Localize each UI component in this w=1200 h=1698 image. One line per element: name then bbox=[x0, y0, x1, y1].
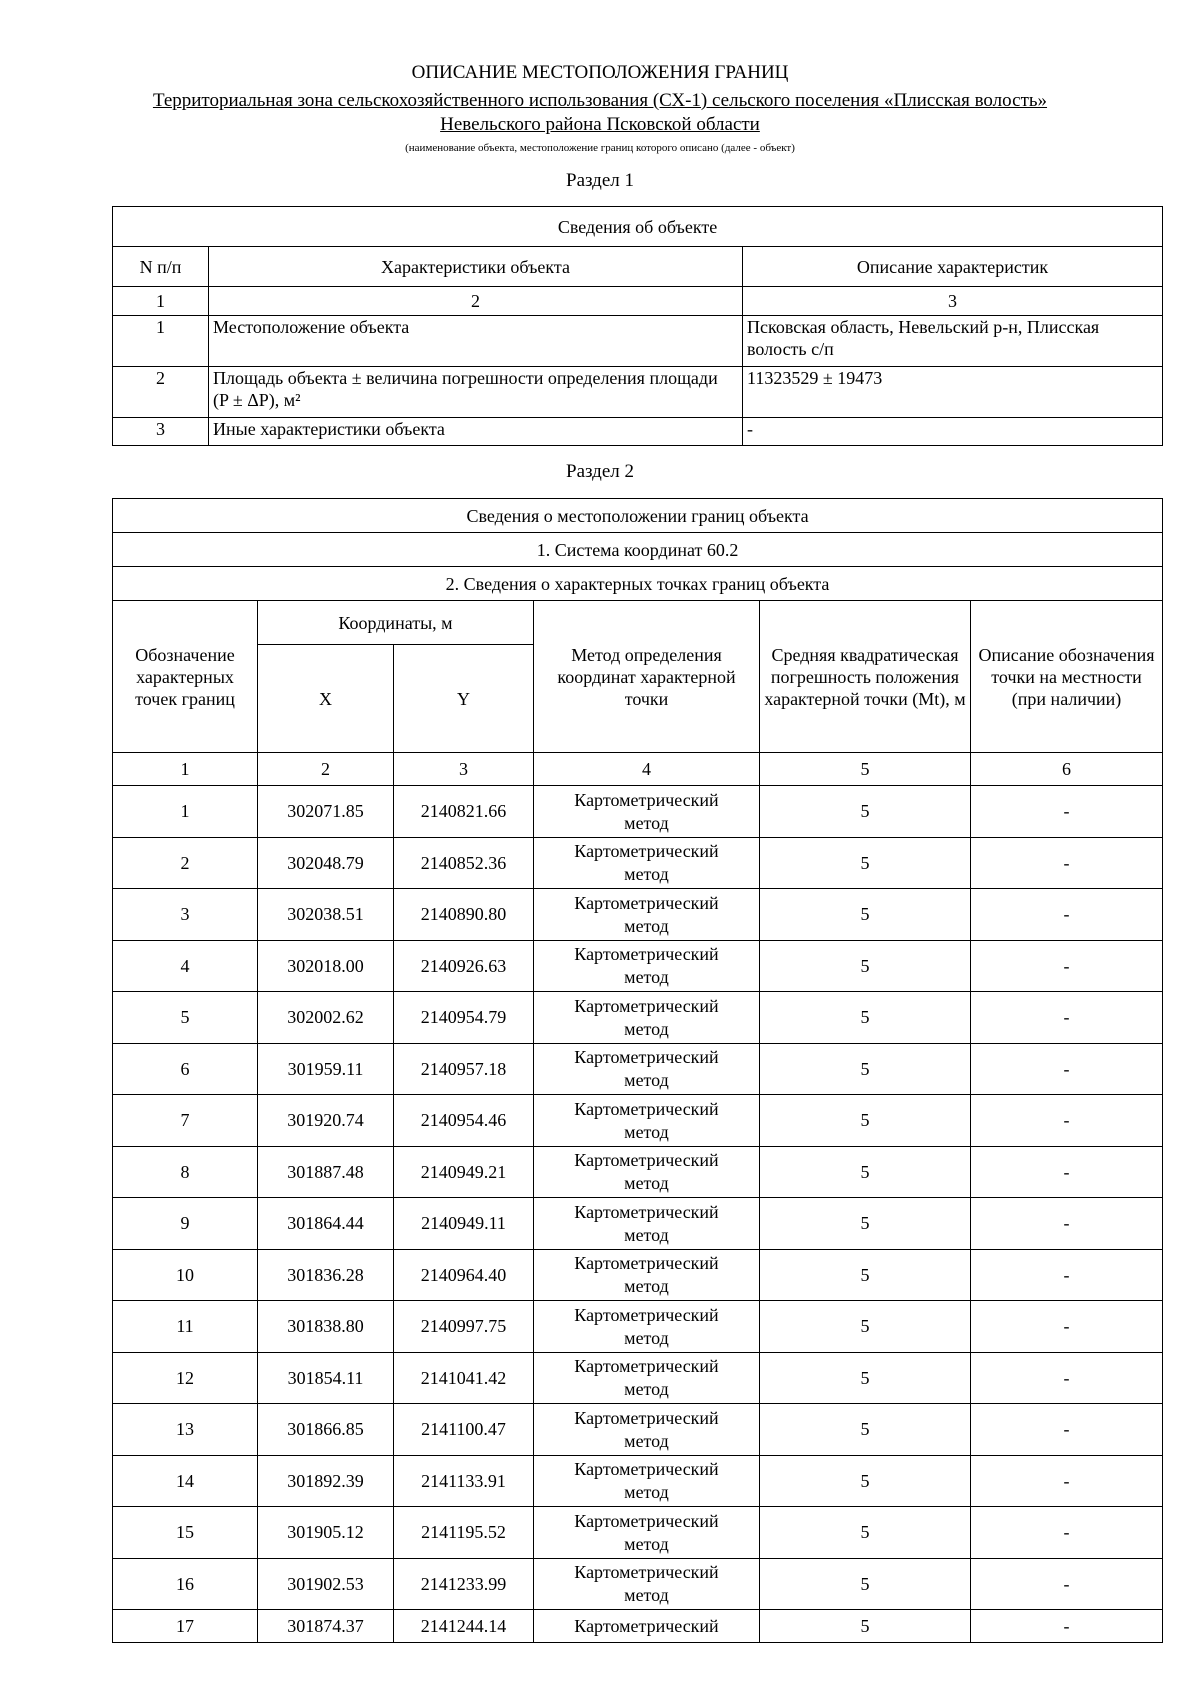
header-characteristics: Характеристики объекта bbox=[209, 247, 743, 287]
coord-y: 2140954.46 bbox=[394, 1095, 534, 1147]
point-number: 5 bbox=[113, 992, 258, 1044]
coord-x: 301905.12 bbox=[258, 1507, 394, 1559]
table-row bbox=[113, 316, 1163, 367]
point-description: - bbox=[971, 1198, 1163, 1250]
point-method-line-2: метод bbox=[624, 1224, 669, 1245]
point-method-line-1: Картометрический bbox=[574, 841, 719, 862]
document-title: ОПИСАНИЕ МЕСТОПОЛОЖЕНИЯ ГРАНИЦ bbox=[411, 62, 789, 83]
coord-y: 2141041.42 bbox=[394, 1352, 534, 1404]
coord-y: 2141100.47 bbox=[394, 1404, 534, 1456]
point-number: 12 bbox=[113, 1352, 258, 1404]
coord-y: 2140949.21 bbox=[394, 1146, 534, 1198]
column-number: 6 bbox=[971, 753, 1163, 786]
coord-y: 2140997.75 bbox=[394, 1301, 534, 1353]
coord-x: 302038.51 bbox=[258, 889, 394, 941]
section-1-title: Раздел 1 bbox=[566, 170, 634, 191]
point-method-line-1: Картометрический bbox=[574, 1562, 719, 1583]
coord-x: 301836.28 bbox=[258, 1249, 394, 1301]
coord-x: 301959.11 bbox=[258, 1043, 394, 1095]
point-method bbox=[534, 1301, 760, 1353]
boundary-points-table bbox=[112, 498, 1163, 1643]
header-number: N п/п bbox=[113, 247, 209, 287]
point-method-line-1: Картометрический bbox=[574, 944, 719, 965]
characteristic-name: Площадь объекта ± величина погрешности определения площади (P ± ΔP), м² bbox=[209, 367, 743, 418]
point-method-line-2: метод bbox=[624, 967, 669, 988]
header-x: X bbox=[258, 645, 394, 753]
point-method-line-2: метод bbox=[624, 1018, 669, 1039]
column-number: 3 bbox=[394, 753, 534, 786]
table-title: Сведения об объекте bbox=[113, 207, 1163, 247]
coord-y: 2141233.99 bbox=[394, 1558, 534, 1610]
point-method bbox=[534, 837, 760, 889]
point-number: 10 bbox=[113, 1249, 258, 1301]
points-body bbox=[113, 786, 1163, 1643]
object-info-table bbox=[112, 206, 1163, 446]
point-description: - bbox=[971, 1095, 1163, 1147]
row-number: 3 bbox=[113, 418, 209, 446]
point-method bbox=[534, 1249, 760, 1301]
point-method-line-1: Картометрический bbox=[574, 1407, 719, 1428]
point-method-line-2: метод bbox=[624, 915, 669, 936]
points-title: 2. Сведения о характерных точках границ объекта bbox=[113, 567, 1163, 601]
point-description: - bbox=[971, 1301, 1163, 1353]
point-error: 5 bbox=[760, 1404, 971, 1456]
point-method-line-1: Картометрический bbox=[574, 1304, 719, 1325]
point-number: 1 bbox=[113, 786, 258, 838]
point-method bbox=[534, 1455, 760, 1507]
point-description: - bbox=[971, 889, 1163, 941]
point-method bbox=[534, 940, 760, 992]
point-description: - bbox=[971, 1249, 1163, 1301]
table-row bbox=[113, 1507, 1163, 1559]
object-name-line-1 bbox=[0, 90, 1200, 112]
point-error: 5 bbox=[760, 1095, 971, 1147]
point-description: - bbox=[971, 1455, 1163, 1507]
point-method-line-2: метод bbox=[624, 1585, 669, 1606]
point-error: 5 bbox=[760, 1610, 971, 1643]
coord-y: 2140964.40 bbox=[394, 1249, 534, 1301]
point-number: 13 bbox=[113, 1404, 258, 1456]
point-method-line-2: метод bbox=[624, 1533, 669, 1554]
table-row bbox=[113, 940, 1163, 992]
point-number: 14 bbox=[113, 1455, 258, 1507]
point-error: 5 bbox=[760, 1146, 971, 1198]
point-error: 5 bbox=[760, 1198, 971, 1250]
point-method-line-1: Картометрический bbox=[574, 1253, 719, 1274]
header-method: Метод определения координат характерной точки bbox=[534, 601, 760, 753]
characteristic-value: 11323529 ± 19473 bbox=[743, 367, 1163, 418]
coord-x: 301920.74 bbox=[258, 1095, 394, 1147]
characteristic-value: - bbox=[743, 418, 1163, 446]
column-number: 4 bbox=[534, 753, 760, 786]
coord-x: 302071.85 bbox=[258, 786, 394, 838]
point-error: 5 bbox=[760, 1507, 971, 1559]
point-method-line-1: Картометрический bbox=[574, 1150, 719, 1171]
point-method-line-1: Картометрический bbox=[574, 995, 719, 1016]
point-number: 11 bbox=[113, 1301, 258, 1353]
table-row bbox=[113, 889, 1163, 941]
point-number: 3 bbox=[113, 889, 258, 941]
object-name-line-1-text: Территориальная зона сельскохозяйственного использования (СХ-1) сельского поселения «Плисская волость» bbox=[152, 90, 1048, 111]
column-number: 5 bbox=[760, 753, 971, 786]
coord-y: 2141133.91 bbox=[394, 1455, 534, 1507]
point-description: - bbox=[971, 1558, 1163, 1610]
point-method bbox=[534, 1558, 760, 1610]
coord-x: 302048.79 bbox=[258, 837, 394, 889]
point-description: - bbox=[971, 1507, 1163, 1559]
point-error: 5 bbox=[760, 1249, 971, 1301]
coord-y: 2140852.36 bbox=[394, 837, 534, 889]
characteristic-name: Местоположение объекта bbox=[209, 316, 743, 367]
table-row bbox=[113, 1610, 1163, 1643]
coord-y: 2140890.80 bbox=[394, 889, 534, 941]
row-number: 1 bbox=[113, 316, 209, 367]
point-number: 6 bbox=[113, 1043, 258, 1095]
coord-x: 301838.80 bbox=[258, 1301, 394, 1353]
column-number: 3 bbox=[743, 287, 1163, 316]
point-method bbox=[534, 1095, 760, 1147]
point-number: 8 bbox=[113, 1146, 258, 1198]
table-row bbox=[113, 1146, 1163, 1198]
point-method bbox=[534, 992, 760, 1044]
point-method bbox=[534, 889, 760, 941]
point-method-line-1: Картометрический bbox=[574, 1616, 719, 1636]
point-method-line-1: Картометрический bbox=[574, 1098, 719, 1119]
point-number: 17 bbox=[113, 1610, 258, 1643]
column-number: 2 bbox=[258, 753, 394, 786]
point-method-line-1: Картометрический bbox=[574, 1356, 719, 1377]
point-method bbox=[534, 1043, 760, 1095]
coord-y: 2140954.79 bbox=[394, 992, 534, 1044]
point-number: 15 bbox=[113, 1507, 258, 1559]
table-row bbox=[113, 1404, 1163, 1456]
point-method bbox=[534, 786, 760, 838]
point-description: - bbox=[971, 1404, 1163, 1456]
point-method-line-1: Картометрический bbox=[574, 1459, 719, 1480]
coord-y: 2140821.66 bbox=[394, 786, 534, 838]
coord-y: 2141195.52 bbox=[394, 1507, 534, 1559]
coord-x: 302002.62 bbox=[258, 992, 394, 1044]
header-coordinates: Координаты, м bbox=[258, 601, 534, 645]
column-number: 1 bbox=[113, 753, 258, 786]
point-method bbox=[534, 1352, 760, 1404]
point-description: - bbox=[971, 1043, 1163, 1095]
point-error: 5 bbox=[760, 992, 971, 1044]
coord-x: 301892.39 bbox=[258, 1455, 394, 1507]
point-method bbox=[534, 1507, 760, 1559]
point-method bbox=[534, 1198, 760, 1250]
table-row bbox=[113, 1198, 1163, 1250]
point-method-line-2: метод bbox=[624, 1173, 669, 1194]
point-method-line-2: метод bbox=[624, 1430, 669, 1451]
table-row bbox=[113, 1249, 1163, 1301]
point-method-line-2: метод bbox=[624, 864, 669, 885]
point-error: 5 bbox=[760, 940, 971, 992]
point-method bbox=[534, 1404, 760, 1456]
point-method-line-2: метод bbox=[624, 812, 669, 833]
coord-x: 301874.37 bbox=[258, 1610, 394, 1643]
point-description: - bbox=[971, 786, 1163, 838]
coord-x: 301887.48 bbox=[258, 1146, 394, 1198]
point-description: - bbox=[971, 1610, 1163, 1643]
naming-note: (наименование объекта, местоположение границ которого описано (далее - объект) bbox=[405, 142, 795, 154]
point-number: 4 bbox=[113, 940, 258, 992]
point-method-line-2: метод bbox=[624, 1276, 669, 1297]
characteristic-name: Иные характеристики объекта bbox=[209, 418, 743, 446]
table-row bbox=[113, 1043, 1163, 1095]
row-number: 2 bbox=[113, 367, 209, 418]
header-point-description: Описание обозначения точки на местности (при наличии) bbox=[971, 601, 1163, 753]
point-method-line-2: метод bbox=[624, 1327, 669, 1348]
coord-y: 2141244.14 bbox=[394, 1610, 534, 1643]
table-row bbox=[113, 1558, 1163, 1610]
table-row bbox=[113, 1095, 1163, 1147]
characteristic-value: Псковская область, Невельский р-н, Плисская волость с/п bbox=[743, 316, 1163, 367]
point-description: - bbox=[971, 1352, 1163, 1404]
point-error: 5 bbox=[760, 786, 971, 838]
point-method bbox=[534, 1146, 760, 1198]
point-method-line-2: метод bbox=[624, 1070, 669, 1091]
header-designation: Обозначение характерных точек границ bbox=[113, 601, 258, 753]
coord-x: 301854.11 bbox=[258, 1352, 394, 1404]
point-method-line-2: метод bbox=[624, 1121, 669, 1142]
point-method-line-2: метод bbox=[624, 1379, 669, 1400]
point-method-line-1: Картометрический bbox=[574, 1510, 719, 1531]
section-2-title: Раздел 2 bbox=[566, 461, 634, 482]
point-number: 16 bbox=[113, 1558, 258, 1610]
table-row bbox=[113, 367, 1163, 418]
coord-y: 2140957.18 bbox=[394, 1043, 534, 1095]
point-method-line-1: Картометрический bbox=[574, 1047, 719, 1068]
header-description: Описание характеристик bbox=[743, 247, 1163, 287]
point-description: - bbox=[971, 940, 1163, 992]
column-number: 2 bbox=[209, 287, 743, 316]
point-error: 5 bbox=[760, 1558, 971, 1610]
table-row bbox=[113, 786, 1163, 838]
point-description: - bbox=[971, 837, 1163, 889]
point-error: 5 bbox=[760, 1455, 971, 1507]
point-method bbox=[534, 1610, 760, 1643]
coord-y: 2140949.11 bbox=[394, 1198, 534, 1250]
table-row bbox=[113, 992, 1163, 1044]
point-error: 5 bbox=[760, 1301, 971, 1353]
point-error: 5 bbox=[760, 837, 971, 889]
table-title: Сведения о местоположении границ объекта bbox=[113, 499, 1163, 533]
column-number: 1 bbox=[113, 287, 209, 316]
point-method-line-1: Картометрический bbox=[574, 892, 719, 913]
point-number: 9 bbox=[113, 1198, 258, 1250]
object-name-line-2-text: Невельского района Псковской области bbox=[440, 114, 760, 135]
point-error: 5 bbox=[760, 1352, 971, 1404]
point-description: - bbox=[971, 1146, 1163, 1198]
coord-x: 301866.85 bbox=[258, 1404, 394, 1456]
point-method-line-2: метод bbox=[624, 1482, 669, 1503]
table-row bbox=[113, 1352, 1163, 1404]
point-method-line-1: Картометрический bbox=[574, 789, 719, 810]
coord-x: 302018.00 bbox=[258, 940, 394, 992]
object-name-line-2 bbox=[0, 114, 1200, 136]
coord-x: 301902.53 bbox=[258, 1558, 394, 1610]
point-number: 2 bbox=[113, 837, 258, 889]
table-row bbox=[113, 418, 1163, 446]
table-row bbox=[113, 1455, 1163, 1507]
point-method-line-1: Картометрический bbox=[574, 1201, 719, 1222]
table-row bbox=[113, 837, 1163, 889]
header-y: Y bbox=[394, 645, 534, 753]
point-error: 5 bbox=[760, 889, 971, 941]
coord-y: 2140926.63 bbox=[394, 940, 534, 992]
table-row bbox=[113, 1301, 1163, 1353]
point-description: - bbox=[971, 992, 1163, 1044]
point-number: 7 bbox=[113, 1095, 258, 1147]
coordinate-system: 1. Система координат 60.2 bbox=[113, 533, 1163, 567]
coord-x: 301864.44 bbox=[258, 1198, 394, 1250]
header-error: Средняя квадратическая погрешность положения характерной точки (Mt), м bbox=[760, 601, 971, 753]
point-error: 5 bbox=[760, 1043, 971, 1095]
